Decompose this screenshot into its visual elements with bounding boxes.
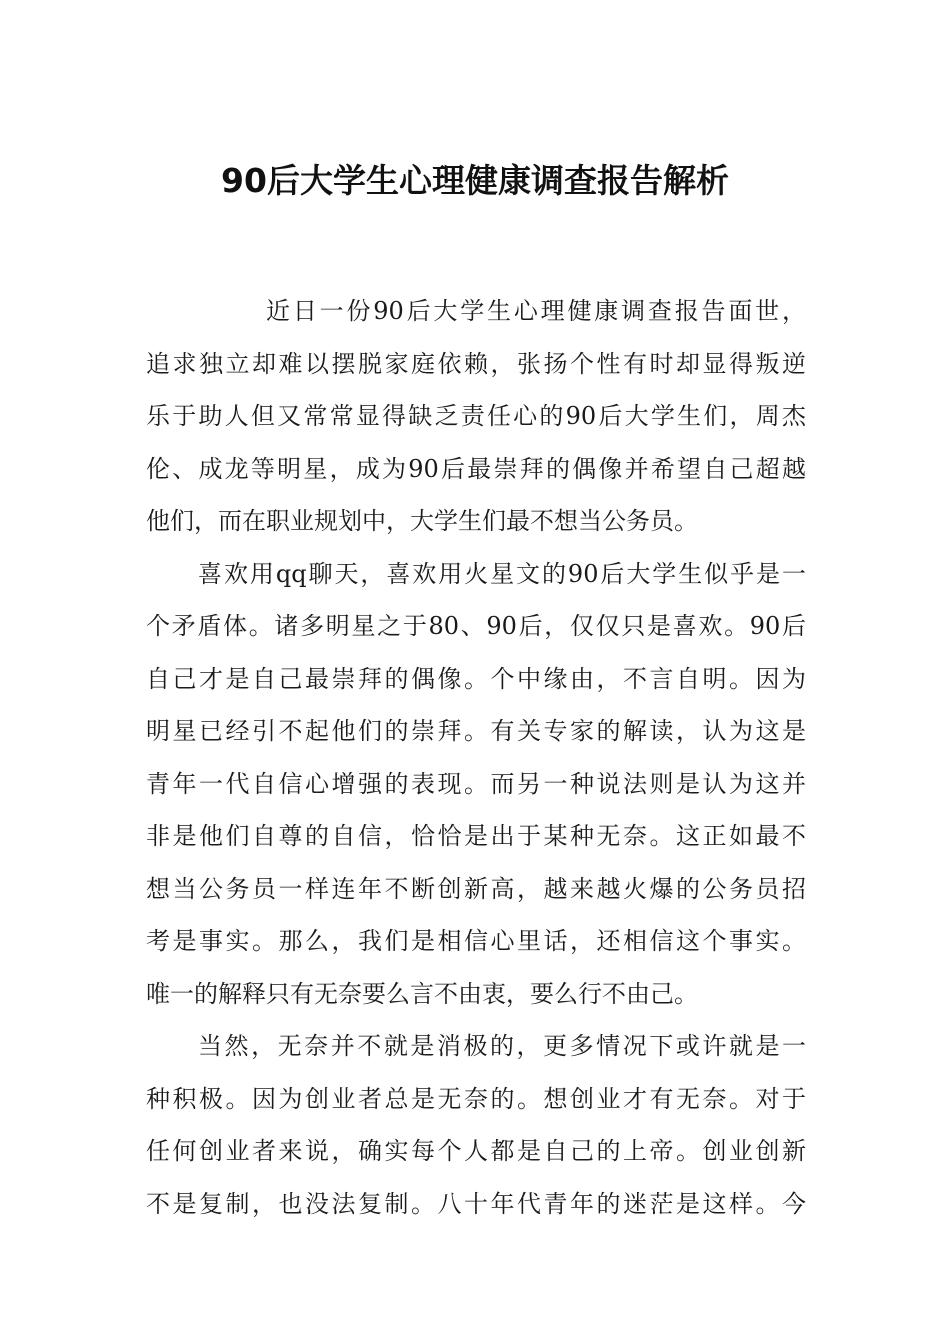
paragraph-3 [146,1020,806,1230]
text-line: 伦、成龙等明星，成为90后最崇拜的偶像并希望自己超越 [146,454,806,483]
text-line: 不是复制，也没法复制。八十年代青年的迷茫是这样。今 [146,1189,806,1218]
text-line: 青年一代自信心增强的表现。而另一种说法则是认为这并 [146,769,806,798]
text-line: 考是事实。那么，我们是相信心里话，还相信这个事实。 [146,927,806,955]
text-line: 明星已经引不起他们的崇拜。有关专家的解读，认为这是 [146,717,806,745]
paragraph-2 [146,548,806,1021]
text-line: 个矛盾体。诸多明星之于80、90后，仅仅只是喜欢。90后 [146,612,806,640]
document-body [146,285,806,1230]
document-title: 90后大学生心理健康调查报告解析 [221,161,729,200]
text-line: 追求独立却难以摆脱家庭依赖，张扬个性有时却显得叛逆 [146,349,806,378]
text-line: 乐于助人但又常常显得缺乏责任心的90后大学生们，周杰 [146,402,806,430]
text-line: 他们，而在职业规划中，大学生们最不想当公务员。 [146,507,698,535]
text-line: 喜欢用qq聊天，喜欢用火星文的90后大学生似乎是一 [198,559,806,588]
text-line: 自己才是自己最崇拜的偶像。个中缘由，不言自明。因为 [146,664,806,693]
text-line: 近日一份90后大学生心理健康调查报告面世， [266,297,806,325]
text-line: 唯一的解释只有无奈要么言不由衷，要么行不由己。 [146,979,698,1008]
paragraph-1 [146,285,806,548]
text-line: 任何创业者来说，确实每个人都是自己的上帝。创业创新 [146,1137,806,1165]
text-line: 想当公务员一样连年不断创新高，越来越火爆的公务员招 [146,874,806,903]
text-line: 种积极。因为创业者总是无奈的。想创业才有无奈。对于 [146,1084,806,1113]
text-line: 当然，无奈并不就是消极的，更多情况下或许就是一 [198,1032,806,1060]
text-line: 非是他们自尊的自信，恰恰是出于某种无奈。这正如最不 [146,822,806,850]
